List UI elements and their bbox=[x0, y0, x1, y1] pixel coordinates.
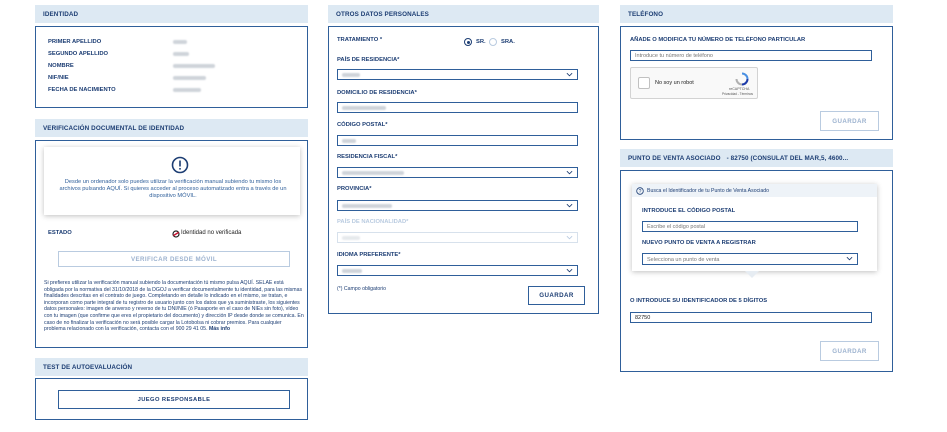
pais-residencia-select[interactable] bbox=[337, 69, 578, 80]
not-verified-icon bbox=[172, 230, 180, 238]
svg-text:?: ? bbox=[638, 188, 642, 195]
otros-panel bbox=[328, 26, 599, 314]
residencia-fiscal-select[interactable] bbox=[337, 167, 578, 178]
codigo-postal-value bbox=[342, 139, 356, 143]
recaptcha-links[interactable]: Privacidad - Términos bbox=[722, 92, 753, 96]
idioma-value bbox=[342, 269, 362, 273]
nuevo-punto-label: NUEVO PUNTO DE VENTA A REGISTRAR bbox=[642, 240, 756, 246]
primer-apellido-value bbox=[173, 40, 187, 44]
mas-info-link[interactable]: Más info bbox=[208, 326, 231, 333]
otros-header bbox=[328, 5, 599, 23]
identificador-value: 82750 bbox=[635, 314, 651, 321]
alert-text: Desde un ordenador solo puedes utilizar la verificación manual subiendo tu mismo los archivos pulsando AQUÍ. Si quieres acceder al proceso automatizado entra a través de un dispositivo MÓVIL. bbox=[59, 179, 287, 199]
field-nombre: NOMBRE bbox=[48, 63, 74, 69]
pais-nacionalidad-select bbox=[337, 232, 578, 243]
sr-label: SR. bbox=[476, 39, 486, 45]
identificador-input[interactable] bbox=[630, 312, 872, 323]
help-icon bbox=[636, 187, 644, 195]
field-segundo-apellido: SEGUNDO APELLIDO bbox=[48, 51, 109, 57]
pais-nacionalidad-value bbox=[342, 236, 360, 240]
verificacion-info-text bbox=[44, 280, 304, 333]
recaptcha-widget bbox=[630, 67, 758, 99]
estado-label: ESTADO bbox=[48, 230, 72, 236]
punto-venta-title: PUNTO DE VENTA ASOCIADO bbox=[628, 154, 721, 162]
recaptcha-checkbox[interactable] bbox=[638, 77, 650, 89]
exclamation-icon bbox=[171, 156, 189, 174]
punto-venta-title-value: - 82750 (CONSULAT DEL MAR,5, 4600... bbox=[726, 154, 849, 162]
campo-obligatorio-note: (*) Campo obligatorio bbox=[337, 286, 387, 292]
tratamiento-label: TRATAMIENTO * bbox=[337, 37, 383, 43]
dropdown-pointer bbox=[745, 271, 759, 278]
radio-sr[interactable] bbox=[464, 38, 472, 46]
telefono-guardar-button[interactable]: GUARDAR bbox=[820, 111, 879, 131]
pais-residencia-value bbox=[342, 73, 360, 77]
sra-label: SRA. bbox=[501, 39, 515, 45]
test-title: TEST DE AUTOEVALUACIÓN bbox=[43, 363, 133, 371]
telefono-label: AÑADE O MODIFICA TU NÚMERO DE TELÉFONO PARTICULAR bbox=[630, 37, 806, 43]
verificacion-title: VERIFICACIÓN DOCUMENTAL DE IDENTIDAD bbox=[43, 124, 185, 132]
pais-nacionalidad-label: PAÍS DE NACIONALIDAD* bbox=[337, 219, 409, 225]
provincia-select[interactable] bbox=[337, 200, 578, 211]
telefono-input[interactable] bbox=[630, 50, 872, 61]
fecha-nacimiento-value bbox=[173, 88, 201, 92]
verificacion-info-body: Si prefieres utilizar la verificación manual subiendo la documentación tú mismo pulsa AQUÍ. SELAE está obligada por la normativa del 31/10/2018 de la DGOJ a verificar documentalmente tu identidad, para las mismas finalidades descritas en el contrato de juego. Completando en detalle lo indicado en el mismo, se tratan, e incorporan como parte integral de tu registro de usuario junto con los datos que ya suministraste, los siguientes datos personales: imagen de anverso y reverso de tu DNI/NIE (ó Pasaporte en el caso de NIEs sin foto), vídeo con tu imagen (que confirme que eres el propietario del documento) y dirección IP desde donde se comunica. En caso de no finalizar la verificación no será posible cargar la Lotobolsa ni cobrar premios. Para cualquier problema relacionado con la verificación, contacta con el 900 29 41 05. bbox=[44, 280, 304, 333]
chevron-down-icon bbox=[566, 202, 573, 209]
codigo-postal-input[interactable] bbox=[337, 135, 578, 146]
domicilio-input[interactable] bbox=[337, 102, 578, 113]
chevron-down-icon bbox=[566, 267, 573, 274]
idioma-select[interactable] bbox=[337, 265, 578, 276]
provincia-value bbox=[342, 204, 392, 208]
punto-venta-guardar-button[interactable]: GUARDAR bbox=[820, 341, 879, 361]
telefono-title: TELÉFONO bbox=[628, 10, 664, 18]
alert-box bbox=[44, 147, 300, 215]
verificar-movil-button[interactable]: VERIFICAR DESDE MÓVIL bbox=[58, 251, 290, 267]
punto-venta-header bbox=[620, 149, 893, 167]
radio-sr-dot bbox=[467, 41, 470, 44]
verificacion-panel bbox=[35, 140, 308, 348]
identificador-label: O INTRODUCE SU IDENTIFICADOR DE 5 DÍGITOS bbox=[630, 298, 768, 304]
identidad-header bbox=[35, 5, 308, 23]
segundo-apellido-value bbox=[173, 52, 189, 56]
recaptcha-brand: reCAPTCHA bbox=[729, 87, 750, 91]
domicilio-value bbox=[342, 106, 386, 110]
domicilio-label: DOMICILIO DE RESIDENCIA* bbox=[337, 90, 417, 96]
telefono-header bbox=[620, 5, 893, 23]
juego-responsable-button[interactable]: JUEGO RESPONSABLE bbox=[58, 390, 290, 409]
estado-value: Identidad no verificada bbox=[181, 230, 242, 236]
recaptcha-logo-icon bbox=[735, 72, 749, 86]
verificacion-header bbox=[35, 119, 308, 137]
codigo-postal-label: CÓDIGO POSTAL* bbox=[337, 122, 388, 128]
chevron-down-icon bbox=[566, 169, 573, 176]
chevron-down-icon bbox=[566, 71, 573, 78]
chevron-down-icon bbox=[846, 255, 853, 262]
residencia-fiscal-label: RESIDENCIA FISCAL* bbox=[337, 154, 398, 160]
nuevo-punto-placeholder: Selecciona un punto de venta bbox=[647, 256, 720, 263]
field-primer-apellido: PRIMER APELLIDO bbox=[48, 39, 102, 45]
identidad-panel bbox=[35, 26, 308, 108]
provincia-label: PROVINCIA* bbox=[337, 186, 372, 192]
otros-guardar-button[interactable]: GUARDAR bbox=[528, 286, 585, 305]
residencia-fiscal-value bbox=[342, 171, 404, 175]
radio-sra[interactable] bbox=[489, 38, 497, 46]
pais-residencia-label: PAÍS DE RESIDENCIA* bbox=[337, 57, 400, 63]
cp-input[interactable] bbox=[642, 221, 858, 232]
buscar-punto-text: Busca el Identificador de tu Punto de Venta Asociado bbox=[647, 187, 769, 194]
test-header bbox=[35, 358, 308, 376]
buscar-punto-header[interactable] bbox=[632, 184, 877, 197]
nombre-value bbox=[173, 64, 215, 68]
nuevo-punto-select[interactable] bbox=[642, 253, 858, 265]
recaptcha-label: No soy un robot bbox=[655, 80, 694, 86]
nif-value bbox=[173, 76, 206, 80]
telefono-panel bbox=[620, 26, 893, 140]
test-panel bbox=[35, 378, 308, 420]
chevron-down-icon bbox=[566, 234, 573, 241]
field-nif: NIF/NIE bbox=[48, 75, 69, 81]
field-fecha-nacimiento: FECHA DE NACIMIENTO bbox=[48, 87, 116, 93]
punto-venta-panel bbox=[620, 170, 893, 372]
idioma-label: IDIOMA PREFERENTE* bbox=[337, 252, 401, 258]
identidad-title: IDENTIDAD bbox=[43, 10, 79, 18]
otros-title: OTROS DATOS PERSONALES bbox=[336, 10, 429, 18]
buscar-punto-box bbox=[632, 184, 877, 271]
cp-label: INTRODUCE EL CÓDIGO POSTAL bbox=[642, 208, 736, 214]
